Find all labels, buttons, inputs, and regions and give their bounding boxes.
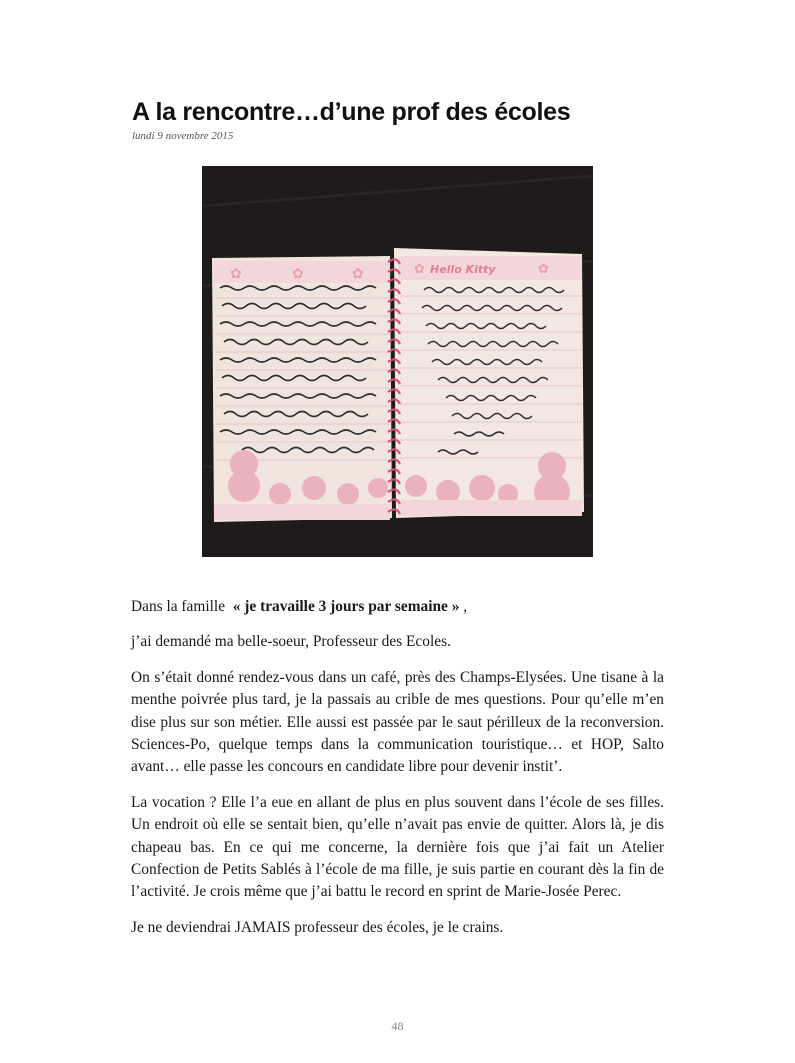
paragraph-5: Je ne deviendrai JAMAIS professeur des écoles, je le crains. [131,918,504,936]
article-date: lundi 9 novembre 2015 [132,130,234,142]
p1-suffix: , [463,598,468,615]
left-notebook-page [212,256,392,522]
paragraph-4: La vocation ? Elle l’a eue en allant de plus en plus souvent dans l’école de ses filles. Un endroit où elle se sentait bien, qu’elle n’avait pas envie de quitter. Alors là, je dis chapeau bas. En ce qui me concerne, la dernière fois que j’ai fait un Atelier Confection de Petits Sablés à l’école de ma fille, je suis partie en courant dès la fin de l’activité. Je crois même que j’ai battu le record en sprint de Marie-Josée Perec. [131,793,664,901]
paragraph-1 [131,596,664,618]
p1-bold-quote: « je travaille 3 jours par semaine » [232,598,460,615]
p1-prefix: Dans la famille [131,598,226,615]
svg-text:✿: ✿ [352,266,364,282]
paragraph-3: On s’était donné rendez-vous dans un café, près des Champs-Elysées. Une tisane à la menthe poivrée plus tard, je la passais au crible de mes questions. Pour qu’elle m’en dise plus sur son métier. Elle aussi est passée par le saut périlleux de la reconversion. Sciences-Po, quelque temps dans la communication touristique… et HOP, Salto avant… elle passe les concours en candidate libre pour devenir instit’. [131,668,664,776]
svg-text:✿: ✿ [292,266,304,282]
svg-text:✿: ✿ [414,262,425,277]
article-title: A la rencontre…d’une prof des écoles [132,98,571,126]
right-notebook-page [394,248,584,518]
svg-text:✿: ✿ [230,266,242,282]
article-body [131,596,664,952]
svg-text:✿: ✿ [538,262,549,277]
hello-kitty-logo: Hello Kitty [430,263,496,276]
notebook-photo [202,166,593,557]
page-number: 48 [391,1019,404,1033]
paragraph-2: j’ai demandé ma belle-soeur, Professeur des Ecoles. [131,633,451,651]
